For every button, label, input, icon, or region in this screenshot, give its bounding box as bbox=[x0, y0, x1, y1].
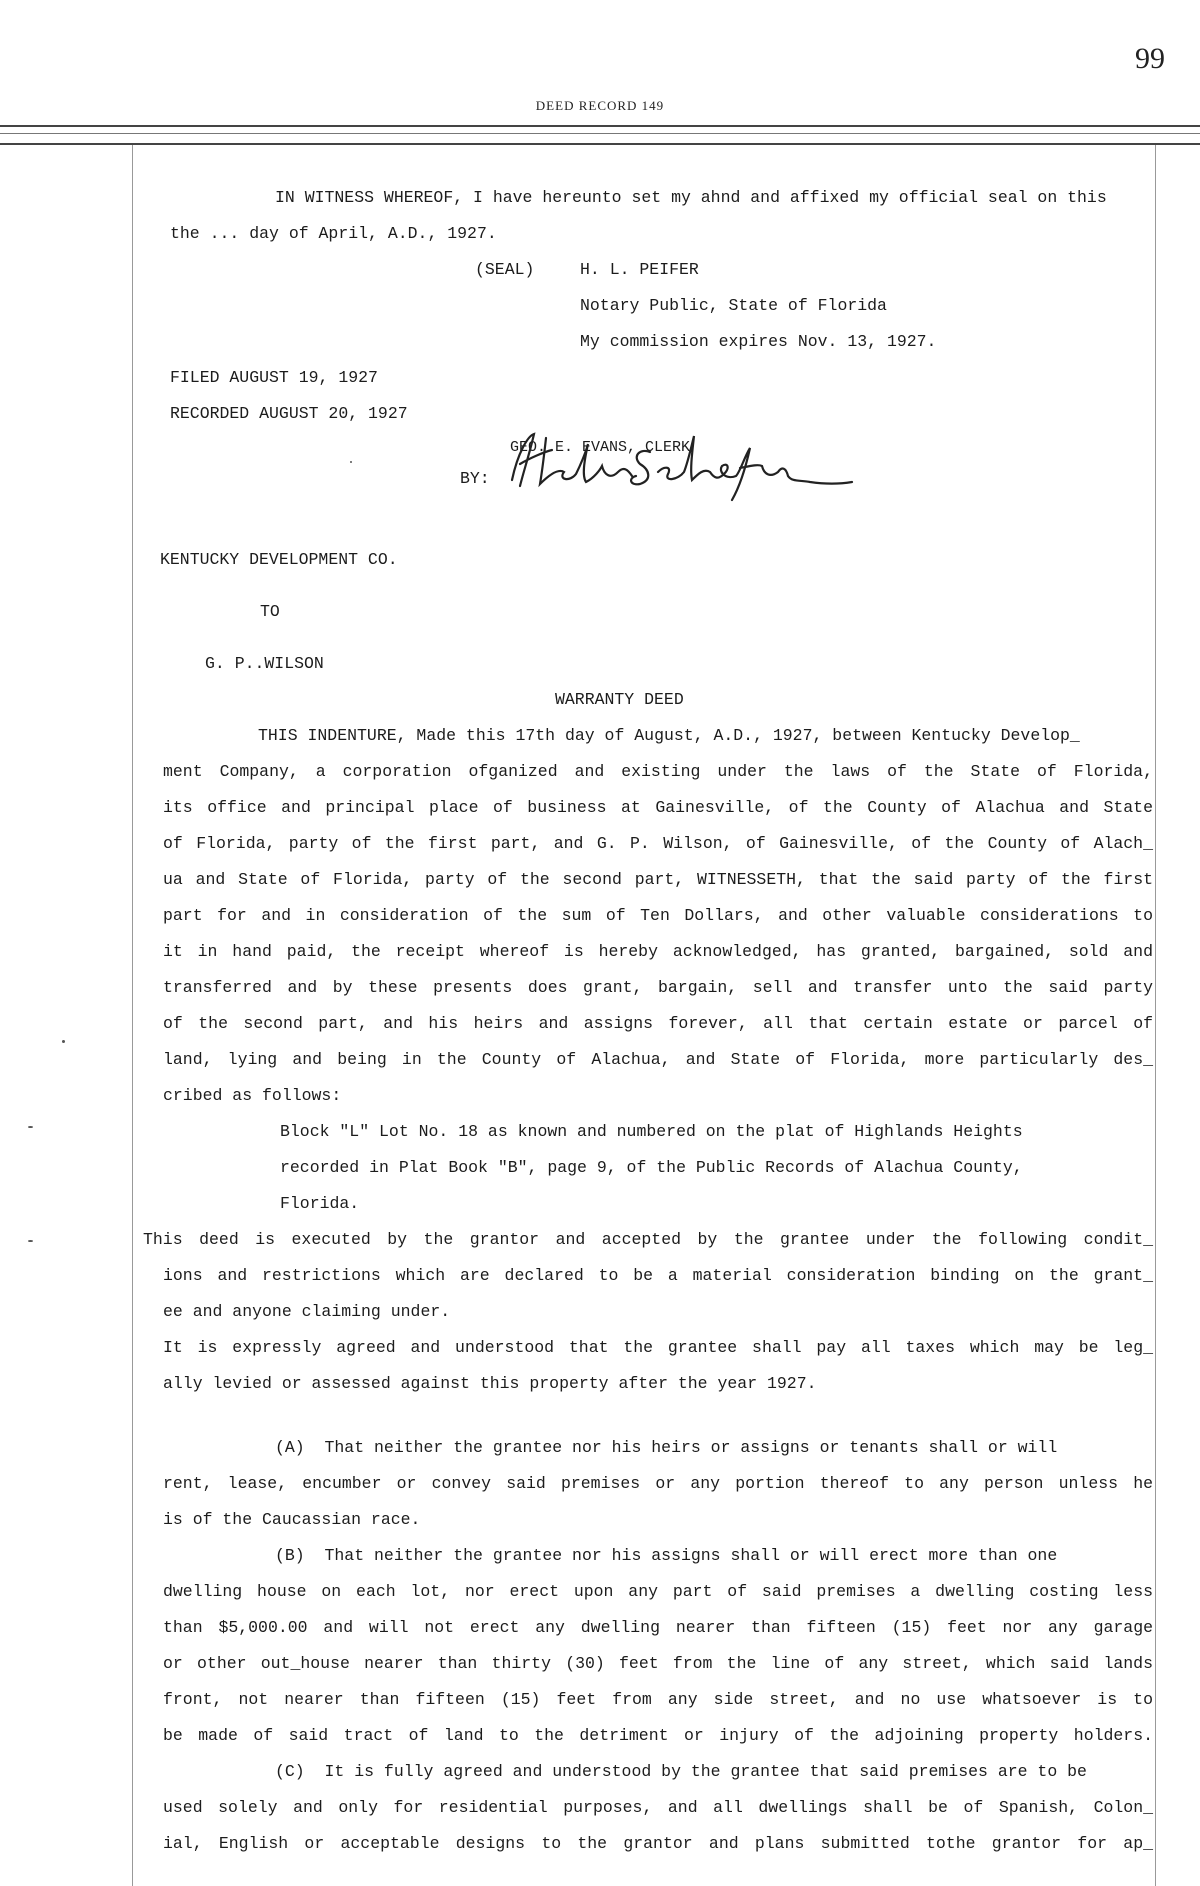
scan-speck bbox=[28, 1126, 33, 1128]
parties-to: TO bbox=[260, 602, 280, 621]
body-line: it in hand paid, the receipt whereof is hereby acknowledged, has granted, bargained, sold and bbox=[163, 942, 1153, 961]
restriction-a-line: rent, lease, encumber or convey said premises or any portion thereof to any person unless he bbox=[163, 1474, 1153, 1493]
header-rule-bottom bbox=[0, 143, 1200, 145]
property-line: Florida. bbox=[280, 1194, 360, 1213]
restriction-a-line: (A) That neither the grantee nor his heirs or assigns or tenants shall or will bbox=[275, 1438, 1058, 1457]
deed-title: WARRANTY DEED bbox=[555, 690, 684, 709]
body-line: THIS INDENTURE, Made this 17th day of August, A.D., 1927, between Kentucky Develop_ bbox=[258, 726, 1080, 745]
notary-name: H. L. PEIFER bbox=[580, 260, 699, 279]
recorded-date: RECORDED AUGUST 20, 1927 bbox=[170, 404, 408, 423]
clerk-name: GEO. E. EVANS, CLERK bbox=[510, 439, 691, 456]
restriction-c-line: used solely and only for residential purposes, and all dwellings shall be of Spanish, Colon_ bbox=[163, 1798, 1153, 1817]
by-label: BY: bbox=[460, 469, 490, 488]
property-line: Block "L" Lot No. 18 as known and numbered on the plat of Highlands Heights bbox=[280, 1122, 1023, 1141]
conditions-line: It is expressly agreed and understood that the grantee shall pay all taxes which may be leg_ bbox=[163, 1338, 1153, 1357]
scan-speck bbox=[28, 1240, 33, 1242]
restriction-b-line: than $5,000.00 and will not erect any dwelling nearer than fifteen (15) feet nor any garage bbox=[163, 1618, 1153, 1637]
body-line: its office and principal place of business at Gainesville, of the County of Alachua and State bbox=[163, 798, 1153, 817]
body-line: ua and State of Florida, party of the second part, WITNESSETH, that the said party of the first bbox=[163, 870, 1153, 889]
scan-speck bbox=[350, 461, 352, 463]
conditions-line: ions and restrictions which are declared to be a material consideration binding on the grant_ bbox=[163, 1266, 1153, 1285]
header-rule-top bbox=[0, 125, 1200, 127]
page-number: 99 bbox=[1135, 42, 1165, 75]
grantee-name: G. P..WILSON bbox=[205, 654, 324, 673]
restriction-c-line: (C) It is fully agreed and understood by the grantee that said premises are to be bbox=[275, 1762, 1087, 1781]
scan-speck bbox=[62, 1040, 65, 1043]
witness-line-2: the ... day of April, A.D., 1927. bbox=[170, 224, 497, 243]
notary-commission: My commission expires Nov. 13, 1927. bbox=[580, 332, 937, 351]
property-line: recorded in Plat Book "B", page 9, of the Public Records of Alachua County, bbox=[280, 1158, 1023, 1177]
body-line: part for and in consideration of the sum of Ten Dollars, and other valuable considerations to bbox=[163, 906, 1153, 925]
restriction-b-line: or other out_house nearer than thirty (30) feet from the line of any street, which said lands bbox=[163, 1654, 1153, 1673]
conditions-line: ee and anyone claiming under. bbox=[163, 1302, 451, 1321]
conditions-line: ally levied or assessed against this property after the year 1927. bbox=[163, 1374, 817, 1393]
filed-date: FILED AUGUST 19, 1927 bbox=[170, 368, 378, 387]
notary-title: Notary Public, State of Florida bbox=[580, 296, 887, 315]
conditions-line: This deed is executed by the grantor and accepted by the grantee under the following condit_ bbox=[143, 1230, 1153, 1249]
body-line: transferred and by these presents does grant, bargain, sell and transfer unto the said party bbox=[163, 978, 1153, 997]
seal-label: (SEAL) bbox=[475, 260, 535, 279]
restriction-a-line: is of the Caucassian race. bbox=[163, 1510, 421, 1529]
body-line: cribed as follows: bbox=[163, 1086, 342, 1105]
body-line: land, lying and being in the County of Alachua, and State of Florida, more particularly des_ bbox=[163, 1050, 1153, 1069]
grantor-name: KENTUCKY DEVELOPMENT CO. bbox=[160, 550, 398, 569]
clerk-signature bbox=[500, 422, 860, 502]
restriction-c-line: ial, English or acceptable designs to the grantor and plans submitted tothe grantor for ap_ bbox=[163, 1834, 1153, 1853]
body-line: of Florida, party of the first part, and G. P. Wilson, of Gainesville, of the County of Alach_ bbox=[163, 834, 1153, 853]
left-margin-line bbox=[132, 145, 133, 1886]
body-line: ment Company, a corporation ofganized and existing under the laws of the State of Florida, bbox=[163, 762, 1153, 781]
restriction-b-line: be made of said tract of land to the detriment or injury of the adjoining property holders. bbox=[163, 1726, 1153, 1745]
header-rule-middle bbox=[0, 133, 1200, 134]
right-margin-line bbox=[1155, 145, 1156, 1886]
body-line: of the second part, and his heirs and assigns forever, all that certain estate or parcel of bbox=[163, 1014, 1153, 1033]
restriction-b-line: front, not nearer than fifteen (15) feet from any side street, and no use whatsoever is to bbox=[163, 1690, 1153, 1709]
restriction-b-line: dwelling house on each lot, nor erect upon any part of said premises a dwelling costing less bbox=[163, 1582, 1153, 1601]
restriction-b-line: (B) That neither the grantee nor his assigns shall or will erect more than one bbox=[275, 1546, 1058, 1565]
witness-line-1: IN WITNESS WHEREOF, I have hereunto set my ahnd and affixed my official seal on this bbox=[275, 188, 1107, 207]
ledger-title: DEED RECORD 149 bbox=[535, 98, 665, 113]
